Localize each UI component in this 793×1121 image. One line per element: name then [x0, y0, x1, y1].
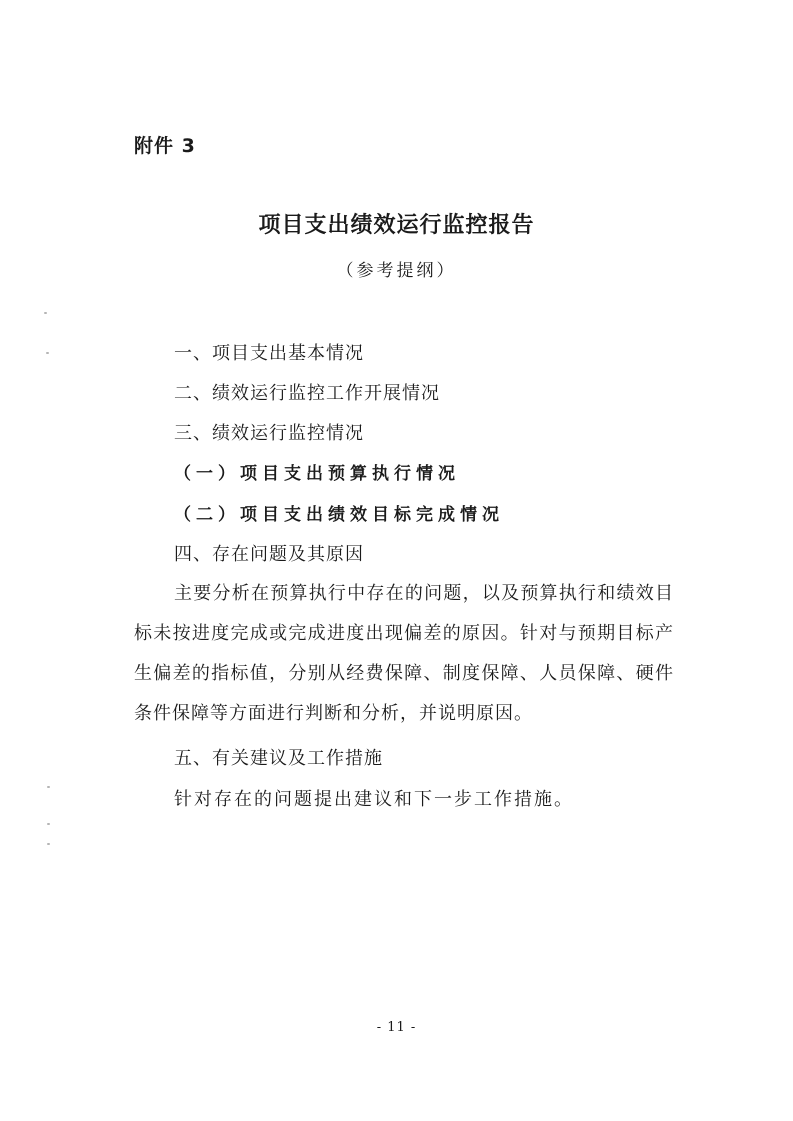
attachment-label: 附件 3: [134, 135, 196, 157]
subsection-heading-target-completion: （二）项目支出绩效目标完成情况: [174, 505, 504, 525]
scan-speck: [47, 786, 50, 788]
section-heading-monitoring-work: 二、绩效运行监控工作开展情况: [174, 383, 440, 404]
scan-speck: [47, 823, 50, 825]
paragraph-measures: 针对存在的问题提出建议和下一步工作措施。: [174, 789, 574, 810]
scan-speck: [44, 312, 47, 314]
section-heading-suggestions: 五、有关建议及工作措施: [174, 748, 383, 769]
scan-speck: [47, 843, 50, 845]
document-subtitle: （参考提纲）: [336, 261, 457, 281]
section-heading-problems: 四、存在问题及其原因: [174, 544, 364, 565]
section-heading-basic-info: 一、项目支出基本情况: [174, 343, 364, 364]
scan-speck: [46, 352, 49, 354]
document-title: 项目支出绩效运行监控报告: [258, 213, 535, 238]
page-number: - 11 -: [376, 1020, 417, 1035]
subsection-heading-budget-execution: （一）项目支出预算执行情况: [174, 464, 460, 484]
paragraph-problems: 主要分析在预算执行中存在的问题，以及预算执行和绩效目标未按进度完成或完成进度出现偏差的原因。针对与预期目标产生偏差的指标值，分别从经费保障、制度保障、人员保障、硬件条件保障等方面进行判断和分析，并说明原因。: [134, 583, 674, 724]
section-heading-monitoring-status: 三、绩效运行监控情况: [174, 423, 364, 444]
